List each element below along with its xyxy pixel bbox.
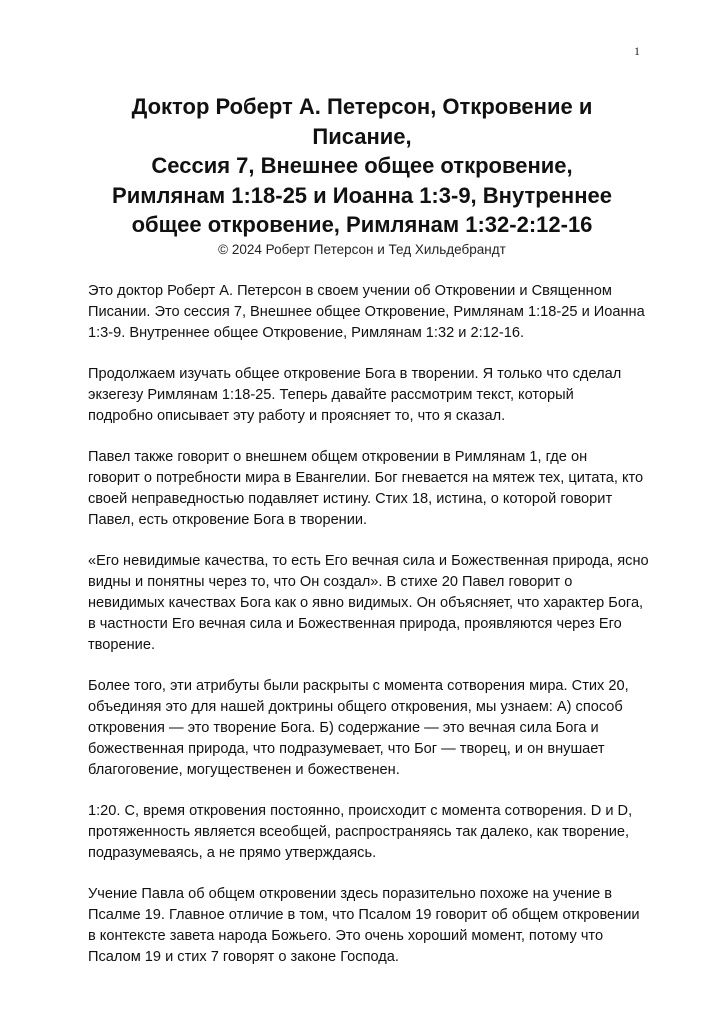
paragraph — [88, 447, 648, 531]
text-line: божественная природа, что подразумевает, что Бог — творец, и он внушает — [88, 741, 605, 757]
title-line: Римлянам 1:18-25 и Иоанна 1:3-9, Внутреннее — [112, 182, 612, 208]
text-line: в частности Его вечная сила и Божественная природа, проявляются через Его — [88, 616, 622, 632]
text-line: Писании. Это сессия 7, Внешнее общее Откровение, Римлянам 1:18-25 и Иоанна — [88, 304, 645, 320]
document-title — [88, 92, 636, 259]
text-line: подразумеваясь, а не прямо утверждаясь. — [88, 845, 377, 861]
title-line: Сессия 7, Внешнее общее откровение, — [151, 153, 573, 178]
title-line: Доктор Роберт А. Петерсон, Откровение и — [131, 94, 593, 119]
text-line: подробно описывает эту работу и проясняет то, что я сказал. — [88, 408, 506, 424]
text-line: говорит о потребности мира в Евангелии. Бог гневается на мятеж тех, цитата, кто — [88, 470, 644, 486]
text-line: 1:20. С, время откровения постоянно, происходит с момента сотворения. D и D, — [88, 803, 633, 819]
text-line: экзегезу Римлянам 1:18-25. Теперь давайте рассмотрим текст, который — [88, 387, 574, 403]
paragraph — [88, 364, 648, 427]
text-line: в контексте завета народа Божьего. Это очень хороший момент, потому что — [88, 928, 604, 944]
text-line: откровения — это творение Бога. Б) содержание — это вечная сила Бога и — [88, 720, 599, 736]
paragraph — [88, 676, 648, 781]
paragraph — [88, 281, 648, 344]
text-line: благоговение, могущественен и божественен. — [88, 762, 400, 778]
text-line: Продолжаем изучать общее откровение Бога в творении. Я только что сделал — [88, 366, 622, 382]
text-line: Псалме 19. Главное отличие в том, что Псалом 19 говорит об общем откровении — [88, 907, 640, 923]
document-body — [88, 281, 648, 988]
text-line: 1:3-9. Внутреннее общее Откровение, Римлянам 1:32 и 2:12-16. — [88, 325, 525, 341]
paragraph — [88, 801, 648, 864]
text-line: объединяя это для нашей доктрины общего откровения, мы узнаем: А) способ — [88, 699, 623, 715]
title-line: общее откровение, Римлянам 1:32-2:12-16 — [131, 212, 593, 237]
text-line: творение. — [88, 637, 156, 653]
text-line: Павел, есть откровение Бога в творении. — [88, 512, 368, 528]
text-line: невидимых качествах Бога как о явно видимых. Он объясняет, что характер Бога, — [88, 595, 644, 611]
page-number: 1 — [634, 44, 640, 58]
text-line: протяженность является всеобщей, распространяясь так далеко, как творение, — [88, 824, 630, 840]
text-line: Более того, эти атрибуты были раскрыты с момента сотворения мира. Стих 20, — [88, 678, 629, 694]
text-line: «Его невидимые качества, то есть Его вечная сила и Божественная природа, ясно — [88, 553, 649, 569]
text-line: Павел также говорит о внешнем общем откровении в Римлянам 1, где он — [88, 449, 588, 465]
paragraph — [88, 551, 648, 656]
text-line: своей неправедностью подавляет истину. Стих 18, истина, о которой говорит — [88, 491, 613, 507]
title-line: Писание, — [312, 123, 412, 149]
copyright-notice: © 2024 Роберт Петерсон и Тед Хильдебрандт — [218, 241, 506, 257]
text-line: Псалом 19 и стих 7 говорят о законе Господа. — [88, 949, 399, 965]
text-line: видны и понятны через то, что Он создал». В стихе 20 Павел говорит о — [88, 574, 573, 590]
text-line: Учение Павла об общем откровении здесь поразительно похоже на учение в — [88, 886, 612, 902]
text-line: Это доктор Роберт А. Петерсон в своем учении об Откровении и Священном — [88, 283, 612, 299]
paragraph — [88, 884, 648, 968]
